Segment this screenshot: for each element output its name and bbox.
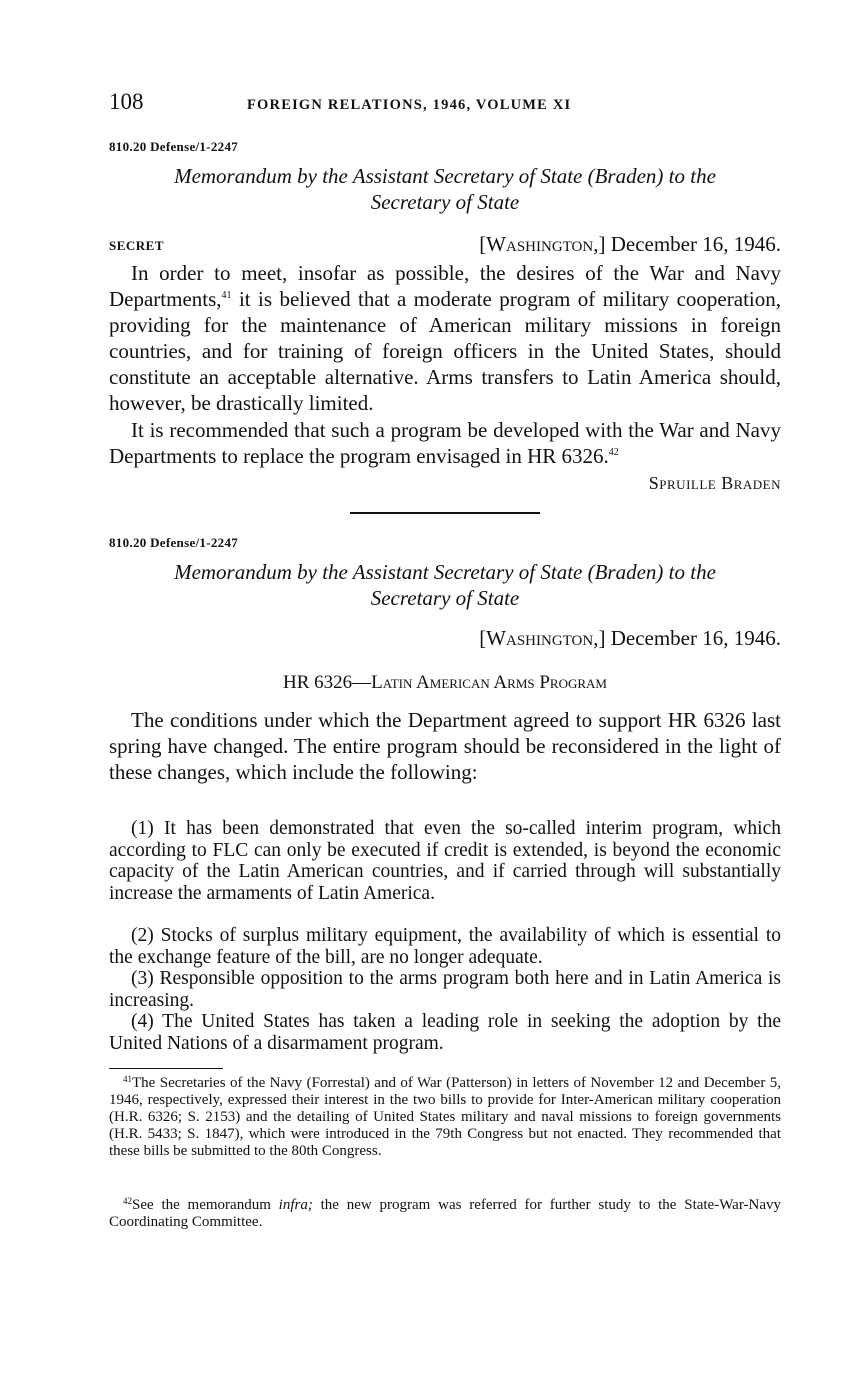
date: December 16, 1946.	[610, 626, 781, 650]
page-number: 108	[109, 89, 144, 114]
intro-paragraph: The conditions under which the Department agreed to support HR 6326 last spring have changed. The entire program should be reconsidered in the light of these changes, which include the following:	[109, 708, 781, 784]
dateline	[109, 232, 781, 260]
footnote-ref: 42	[608, 447, 619, 458]
footnote-divider	[109, 1068, 223, 1069]
footnote	[109, 1197, 781, 1231]
dateline	[109, 626, 781, 654]
footnote-italic: infra;	[278, 1197, 313, 1213]
place: [Washington,]	[479, 232, 606, 256]
paragraph-text: In order to meet, insofar as possible, the desires of the War and Navy Departments,	[109, 261, 781, 311]
footnote-ref: 41	[221, 290, 232, 301]
place-and-date	[479, 626, 781, 651]
running-head: FOREIGN RELATIONS, 1946, VOLUME XI	[247, 97, 572, 113]
paragraph-text: it is believed that a moderate program of military cooperation, providing for the maintenance of American military missions in foreign countries, and for training of foreign officers in the United States, should constitute an acceptable alternative. Arms transfers to Latin America should, however, be drastically limited.	[109, 287, 781, 415]
footnote-text: The Secretaries of the Navy (Forrestal) and of War (Patterson) in letters of November 12 and December 5, 1946, respectively, expressed their interest in the two bills to provide for Inter-American military cooperation (H.R. 6326; S. 2153) and the detailing of United States military and naval missions to foreign governments (H.R. 5433; S. 1847), which were introduced in the 79th Congress but not enacted. They recommended that these bills be submitted to the 80th Congress.	[109, 1075, 781, 1159]
paragraph-text: It is recommended that such a program be developed with the War and Navy Departments to replace the program envisaged in HR 6326.	[109, 418, 781, 468]
title-line-2: Secretary of State	[370, 586, 520, 610]
section-divider	[350, 512, 540, 514]
footnote	[109, 1075, 781, 1160]
footnote-mark: 42	[123, 1196, 132, 1206]
classification-label: SECRET	[109, 238, 165, 253]
list-item: (1) It has been demonstrated that even the so-called interim program, which according to FLC can only be executed if credit is extended, is beyond the economic capacity of the Latin American countries, and if carried through will substantially increase the armaments of Latin America.	[109, 818, 781, 904]
memorandum-title	[109, 559, 781, 611]
file-reference: 810.20 Defense/1-2247	[109, 139, 239, 154]
subject-heading: HR 6326—Latin American Arms Program	[283, 672, 607, 693]
footnote-text: the new program was referred for further study to the State-War-Navy Coordinating Committee.	[109, 1197, 782, 1230]
body-paragraph	[109, 417, 781, 469]
list-item: (3) Responsible opposition to the arms program both here and in Latin America is increasing.	[109, 968, 781, 1011]
title-line-1: Memorandum by the Assistant Secretary of State (Braden) to the	[174, 164, 716, 188]
title-line-2: Secretary of State	[370, 190, 520, 214]
signature: Spruille Braden	[648, 473, 781, 493]
list-item: (4) The United States has taken a leading role in seeking the adoption by the United Nations of a disarmament program.	[109, 1011, 781, 1054]
list-item: (2) Stocks of surplus military equipment, the availability of which is essential to the exchange feature of the bill, are no longer adequate.	[109, 925, 781, 968]
title-line-1: Memorandum by the Assistant Secretary of State (Braden) to the	[174, 560, 716, 584]
place-and-date	[479, 232, 781, 257]
date: December 16, 1946.	[610, 232, 781, 256]
footnote-mark: 41	[123, 1074, 132, 1084]
page-header	[109, 89, 781, 123]
memorandum-title	[109, 163, 781, 215]
place: [Washington,]	[479, 626, 606, 650]
body-paragraph	[109, 260, 781, 416]
file-reference: 810.20 Defense/1-2247	[109, 535, 239, 550]
footnote-text: See the memorandum	[132, 1197, 279, 1213]
